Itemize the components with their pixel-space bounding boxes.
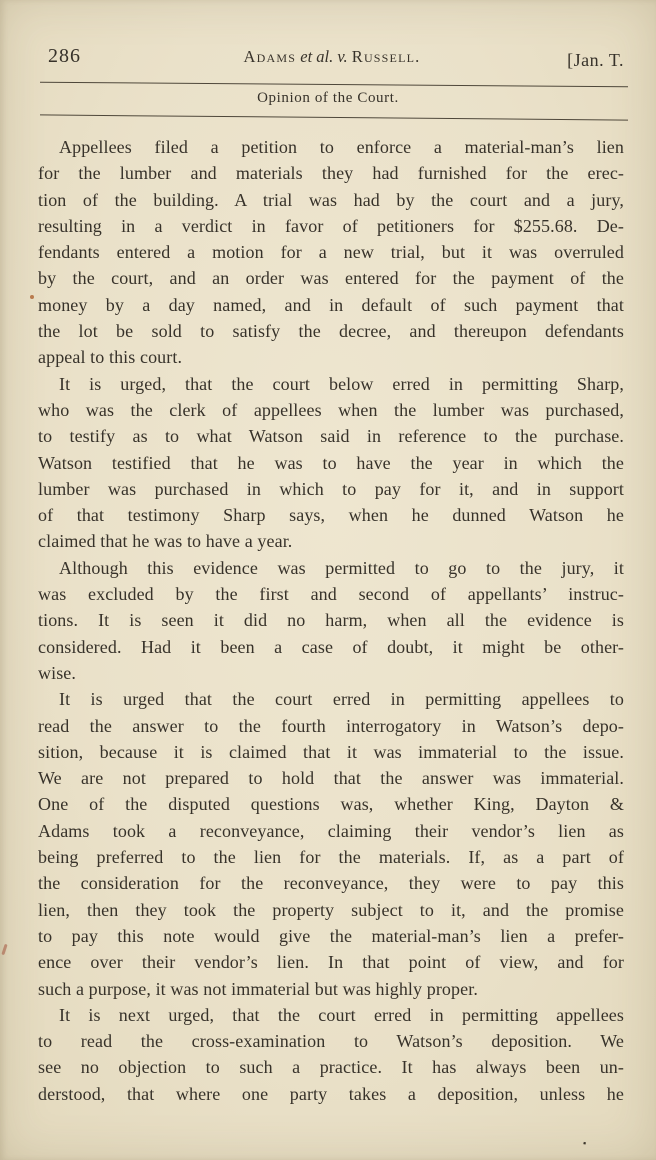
body-line: derstood, that where one party takes a deposition, unless he [38, 1083, 624, 1104]
body-line: such a purpose, it was not immaterial but was highly proper. [38, 978, 478, 999]
body-line: to read the cross-examination to Watson’s deposition. We [38, 1031, 624, 1052]
body-line: tion of the building. A trial was had by the court and a jury, [38, 189, 624, 210]
body-line: considered. Had it been a case of doubt, it might be other- [38, 636, 624, 657]
body-line: sition, because it is claimed that it was immaterial to the issue. [38, 741, 624, 762]
body-line: lien, then they took the property subject to it, and the promise [38, 899, 624, 920]
body-line: read the answer to the fourth interrogatory in Watson’s depo- [38, 715, 624, 736]
header-rule-bottom [40, 114, 628, 120]
scan-speck [30, 295, 34, 299]
section-heading: Opinion of the Court. [257, 90, 399, 106]
body-line: to pay this note would give the material-man’s lien a prefer- [38, 925, 624, 946]
opinion-body [38, 134, 624, 1107]
body-line: to testify as to what Watson said in reference to the purchase. [38, 426, 624, 447]
body-line: Adams took a reconveyance, claiming their vendor’s lien as [38, 820, 624, 841]
case-name-left: Adams [243, 47, 297, 66]
body-line: resulting in a verdict in favor of petitioners for $255.68. De- [38, 215, 624, 236]
versus: v. [337, 47, 348, 66]
term-label: [Jan. T. [567, 50, 624, 70]
case-title [38, 47, 626, 67]
body-line: One of the disputed questions was, whether King, Dayton & [38, 794, 624, 815]
et-al: et al. [300, 47, 334, 66]
body-line: ence over their vendor’s lien. In that point of view, and for [38, 952, 624, 973]
body-line: wise. [38, 662, 76, 683]
body-line: It is urged, that the court below erred in permitting Sharp, [59, 373, 624, 394]
body-line: the lot be sold to satisfy the decree, and thereupon defendants [38, 321, 624, 342]
running-head [38, 44, 626, 76]
body-line: Appellees filed a petition to enforce a material-man’s lien [59, 137, 624, 157]
body-line: of that testimony Sharp says, when he dunned Watson he [38, 505, 624, 526]
paragraph [38, 134, 624, 371]
body-line: It is next urged, that the court erred in permitting appellees [59, 1004, 624, 1025]
body-line: was excluded by the first and second of appellants’ instruc- [38, 584, 624, 605]
body-line: appeal to this court. [38, 347, 183, 368]
paragraph [38, 1002, 624, 1107]
body-line: It is urged that the court erred in permitting appellees to [59, 689, 624, 710]
page-number: 286 [48, 45, 81, 67]
printers-mark: ▪ [582, 1137, 588, 1149]
scan-speck [1, 944, 7, 955]
paragraph [38, 686, 624, 1002]
body-line: Although this evidence was permitted to go to the jury, it [59, 557, 624, 578]
paragraph [38, 371, 624, 555]
body-line: lumber was purchased in which to pay for it, and in support [38, 478, 624, 499]
body-line: Watson testified that he was to have the year in which the [38, 452, 624, 473]
body-line: by the court, and an order was entered for the payment of the [38, 268, 624, 289]
body-line: tions. It is seen it did no harm, when all the evidence is [38, 610, 624, 631]
body-line: We are not prepared to hold that the answer was immaterial. [38, 768, 624, 789]
body-line: the consideration for the reconveyance, they were to pay this [38, 873, 624, 894]
body-line: money by a day named, and in default of such payment that [38, 294, 624, 315]
body-line: being preferred to the lien for the materials. If, as a part of [38, 847, 624, 868]
body-line: who was the clerk of appellees when the lumber was purchased, [38, 399, 624, 420]
header-rule-top [40, 82, 628, 88]
body-line: see no objection to such a practice. It has always been un- [38, 1057, 624, 1078]
body-line: for the lumber and materials they had furnished for the erec- [38, 163, 624, 184]
body-line: fendants entered a motion for a new trial, but it was overruled [38, 242, 624, 263]
body-line: claimed that he was to have a year. [38, 531, 293, 552]
case-name-right: Russell. [351, 47, 421, 66]
paragraph [38, 555, 624, 686]
